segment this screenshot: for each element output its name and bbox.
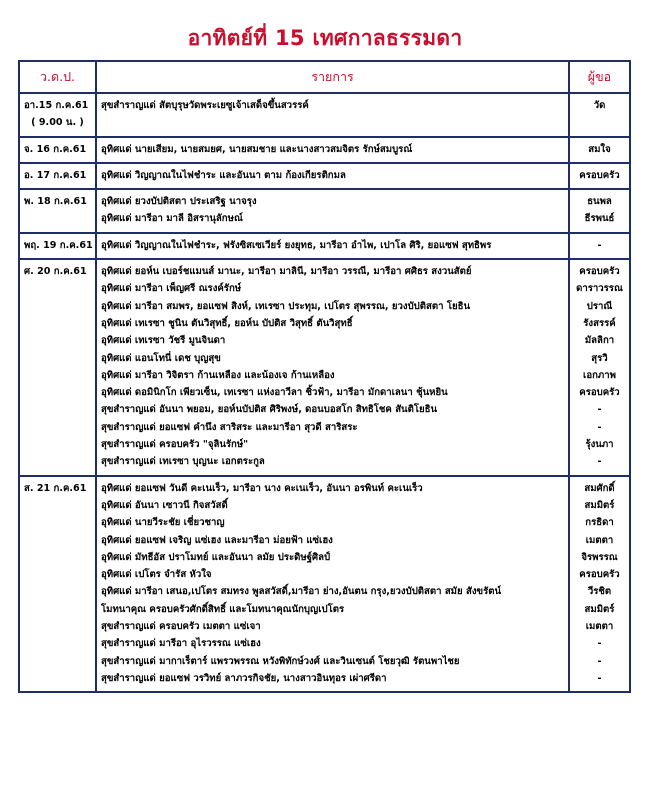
table-row <box>19 163 630 189</box>
items-cell <box>96 233 569 259</box>
requester-cell <box>569 476 630 693</box>
requester-name: สมใจ <box>588 143 611 155</box>
requester-name: ครอบครัว <box>579 569 620 581</box>
items-cell <box>96 137 569 163</box>
intention-line: อุทิศแด่ มารีอา เพ็ญศรี ณรงค์รักษ์ <box>101 283 242 295</box>
date-text: ศ. 20 ก.ค.61 <box>24 266 87 278</box>
requester-cell <box>569 233 630 259</box>
requester-name: ครอบครัว <box>579 387 620 399</box>
intention-line: อุทิศแด่ ยอแซฟ วันดี คะเนเร็ว, มารีอา นาง คะเนเร็ว, อันนา อรพินท์ คะเนเร็ว <box>101 482 423 494</box>
intention-line: อุทิศแด่ แอนโทนี่ เดช บุญสุข <box>101 352 221 364</box>
date-text: อา.15 ก.ค.61 <box>24 100 89 111</box>
intention-line: สุขสำราญแด่ ยอแซฟ คำนึง สาริสระ และมารีอา สุวดี สาริสระ <box>101 421 358 433</box>
table-row <box>19 476 630 693</box>
requester-name: สุรวิ <box>591 352 608 364</box>
requester-name: - <box>597 655 602 667</box>
intention-line: สุขสำราญแด่ ครอบครัว เมตตา แซ่เจา <box>101 621 261 633</box>
intention-line: โมทนาคุณ ครอบครัวศักดิ์สิทธิ์ และโมทนาคุณนักบุญเปโตร <box>101 603 345 615</box>
intention-line: อุทิศแด่ นายวีระชัย เชี่ยวชาญ <box>101 517 225 529</box>
intention-line: สุขสำราญแด่ สัตบุรุษวัดพระเยซูเจ้าเสด็จขึ้นสวรรค์ <box>101 100 309 111</box>
requester-name: ธีรพนธ์ <box>584 213 615 225</box>
intention-line: อุทิศแด่ มัทธีอัส ปราโมทย์ และอันนา ลมัย ประดิษฐ์ศิลป์ <box>101 551 331 563</box>
intention-line: อุทิศแด่ นายเสียม, นายสมยศ, นายสมชาย และนางสาวสมจิตร รักษ์สมบูรณ์ <box>101 143 413 155</box>
requester-name: รังสรรค์ <box>583 317 616 329</box>
requester-name: ธนพล <box>587 196 612 208</box>
table-row <box>19 93 630 137</box>
column-header-items: รายการ <box>96 61 569 93</box>
requester-cell <box>569 93 630 137</box>
intention-line: สุขสำราญแด่ ครอบครัว "จุลินรักษ์" <box>101 439 249 451</box>
time-text: ( 9.00 น. ) <box>31 117 84 129</box>
intention-line: อุทิศแด่ มารีอา สมพร, ยอแซฟ สิงห์, เทเรซา ประทุม, เปโตร สุพรรณ, ยวงบัปติสตา โยธิน <box>101 300 471 312</box>
requester-name: สมมิตร์ <box>584 499 615 511</box>
column-header-requester: ผู้ขอ <box>569 61 630 93</box>
date-cell <box>19 137 96 163</box>
requester-name: มัลลิกา <box>584 335 615 347</box>
intention-line: อุทิศแด่ มารีอา เสนอ,เปโตร สมทรง พูลสวัสดิ์,มารีอา ย่าง,อันตน กรุง,ยวงบัปติสตา สมัย สังขรัตน์ <box>101 586 502 598</box>
intention-line: สุขสำราญแด่ มากาเร็ตาร์ แพรวพรรณ หวังพิทักษ์วงศ์ และวินเซนต์ โชยวุฒิ รัตนพาไชย <box>101 655 460 667</box>
requester-name: จิรพรรณ <box>581 551 618 563</box>
intention-line: อุทิศแด่ วิญญาณในไฟชำระ และอันนา ตาม ก้องเกียรติกมล <box>101 169 346 181</box>
requester-name: - <box>597 672 602 684</box>
requester-cell <box>569 137 630 163</box>
date-cell <box>19 93 96 137</box>
intention-line: สุขสำราญแด่ อันนา พยอม, ยอห์นบัปติส ศิริพงษ์, ดอนบอสโก สิทธิโชค สันติโยธิน <box>101 404 438 416</box>
intention-line: อุทิศแด่ มารีอา มาลี อิสรานุลักษณ์ <box>101 213 243 225</box>
requester-name: สมศักดิ์ <box>584 482 615 494</box>
table-row <box>19 233 630 259</box>
page-title: อาทิตย์ที่ 15 เทศกาลธรรมดา <box>187 26 463 50</box>
intention-line: อุทิศแด่ อันนา เซาวนี กิจสวัสดิ์ <box>101 499 228 511</box>
intention-line: สุขสำราญแด่ เทเรซา บุญนะ เอกตระกูล <box>101 456 265 468</box>
intention-line: อุทิศแด่ วิญญาณในไฟชำระ, ฟรังซิสเซเวียร์ ยงยุทธ, มารีอา อำไพ, เปาโล ศิริ, ยอแซฟ สุทธิพร <box>101 239 492 251</box>
requester-name: เมตตา <box>585 621 614 633</box>
date-cell <box>19 163 96 189</box>
intention-line: สุขสำราญแด่ มารีอา อุไรวรรณ แซ่เฮง <box>101 638 261 650</box>
requester-name: สมมิตร์ <box>584 603 615 615</box>
date-text: พ. 18 ก.ค.61 <box>24 196 87 208</box>
intention-line: สุขสำราญแด่ ยอแซฟ วรวิทย์ ลาภวรกิจชัย, นางสาวอินทุอร เผ่าศรีดา <box>101 672 387 684</box>
table-row <box>19 189 630 233</box>
requester-name: วีรชิต <box>587 586 612 598</box>
table-row <box>19 259 630 476</box>
intention-line: อุทิศแด่ ยวงบัปติสตา ประเสริฐ นาจรุง <box>101 196 257 208</box>
date-cell <box>19 259 96 476</box>
requester-name: - <box>597 239 602 251</box>
intention-line: อุทิศแด่ ดอมินิกโก เพียวเซ็น, เทเรซา แห่งอาวีลา ชิ้วฟ้า, มารีอา มักดาเลนา ชุ้นหยิน <box>101 387 448 399</box>
date-cell <box>19 189 96 233</box>
requester-cell <box>569 163 630 189</box>
requester-name: - <box>597 456 602 468</box>
items-cell <box>96 476 569 693</box>
date-cell <box>19 476 96 693</box>
requester-name: - <box>597 421 602 433</box>
requester-name: เมตตา <box>585 534 614 546</box>
column-header-date: ว.ด.ป. <box>19 61 96 93</box>
date-cell <box>19 233 96 259</box>
table-header-row <box>19 61 630 93</box>
schedule-table <box>18 60 631 693</box>
items-cell <box>96 189 569 233</box>
requester-name: เอกภาพ <box>583 369 616 381</box>
date-text: ส. 21 ก.ค.61 <box>24 482 87 494</box>
items-cell <box>96 93 569 137</box>
requester-name: ครอบครัว <box>579 169 620 181</box>
requester-name: กรธิดา <box>585 517 614 529</box>
requester-name: วัด <box>593 100 606 111</box>
requester-name: - <box>597 404 602 416</box>
items-cell <box>96 163 569 189</box>
requester-cell <box>569 189 630 233</box>
date-text: อ. 17 ก.ค.61 <box>24 169 87 181</box>
intention-line: อุทิศแด่ ยอห์น เบอร์ชแมนส์ มานะ, มารีอา มาลินี, มารีอา วรรณี, มารีอา ศศิธร สงวนสัตย์ <box>101 266 472 278</box>
date-text: จ. 16 ก.ค.61 <box>24 143 87 155</box>
intention-line: อุทิศแด่ เทเรซา วัชรี มูนจินดา <box>101 335 226 347</box>
intention-line: อุทิศแด่ เทเรซา ชูนิน ตันวิสุทธิ์, ยอห์น บัปติส วิสุทธิ์ ตันวิสุทธิ์ <box>101 317 353 329</box>
requester-cell <box>569 259 630 476</box>
requester-name: ครอบครัว <box>579 266 620 278</box>
intention-line: อุทิศแด่ ยอแซฟ เจริญ แซ่เฮง และมารีอา ม่อยฟ้า แซ่เฮง <box>101 534 333 546</box>
requester-name: ปราณี <box>586 300 613 312</box>
requester-name: ดาราวรรณ <box>576 283 623 295</box>
date-text: พฤ. 19 ก.ค.61 <box>24 239 93 251</box>
intention-line: อุทิศแด่ มารีอา วิจิตรา ก้านเหลือง และน้องเจ ก้านเหลือง <box>101 369 335 381</box>
requester-name: - <box>597 638 602 650</box>
items-cell <box>96 259 569 476</box>
requester-name: รุ้งนภา <box>585 439 614 451</box>
intention-line: อุทิศแด่ เปโตร จำรัส หัวใจ <box>101 569 212 581</box>
table-row <box>19 137 630 163</box>
